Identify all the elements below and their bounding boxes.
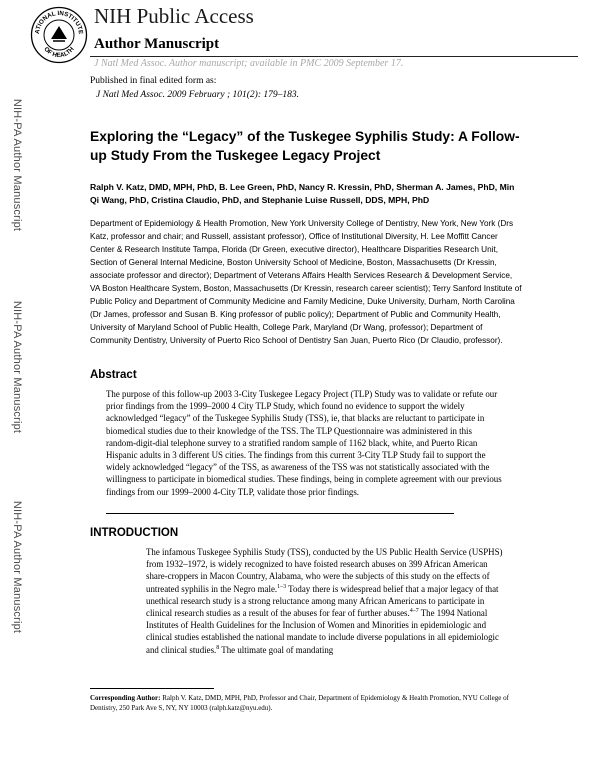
header-title: NIH Public Access xyxy=(94,4,254,28)
reference-superscript[interactable]: 8 xyxy=(216,644,220,651)
corresponding-author-footnote: Corresponding Author: Ralph V. Katz, DMD, MPH, PhD, Professor and Chair, Department of Epidemiology & Health Promotion, NYU College of Dentistry, 250 Park Ave S, NY, NY 10003 (ralph.katz@nyu.edu). xyxy=(90,694,509,712)
journal-citation: J Natl Med Assoc. 2009 February ; 101(2): 179–183. xyxy=(96,90,299,100)
published-note: Published in final edited form as: xyxy=(90,76,217,86)
abstract-text: The purpose of this follow-up 2003 3-City Tuskegee Legacy Project (TLP) Study was to validate or refute our prior findings from the 1999–2000 4 City TLP Study, which found no evidence to support the widely acknowledged “legacy” of the Tuskegee Syphilis Study (TSS), ie, that blacks are reluctant to participate in biomedical studies due to their knowledge of the TSS. The TLP Questionnaire was administered in this random-digit-dial telephone survey to a stratified random sample of 1162 black, white, and Puerto Rican Hispanic adults in 3 different US cities. The findings from this current 3-City TLP Study fail to support the widely acknowledged “legacy” of the TSS, as awareness of the TSS was not statistically associated with the willingness to participate in biomedical studies. These findings, being in complete agreement with our previous findings from our 1999–2000 4-City TLP, validate those prior findings. xyxy=(106,389,502,497)
abstract-divider xyxy=(106,513,454,514)
svg-text:OF HEALTH xyxy=(42,45,75,59)
affiliations: Department of Epidemiology & Health Promotion, New York University College of Dentistry, New York, New York (Drs Katz, professor and chair; and Russell, assistant professor), Office of Institutional Diversity, H. Lee Moffitt Cancer Center & Research Institute Tampa, Florida (Dr Green, executive director), Healthcare Disparities Research Unit, Section of General Internal Medicine, Boston University School of Medicine, Boston, Massachusetts (Dr Kressin, associate professor and director); Department of Veterans Affairs Health Services Research & Development Service, VA Boston Healthcare System, Boston, Massachusetts (Dr Kressin, research career scientist); Terry Sanford Institute of Public Policy and Department of Community Medicine and Family Medicine, Duke University, Durham, North Carolina (Dr James, professor and Susan B. King professor of public policy); Department of Public and Community Health, University of Maryland School of Public Health, College Park, Maryland (Dr Wang, professor); Department of Community Dentistry, University of Puerto Rico School of Dentistry San Juan, Puerto Rico (Dr Claudio, professor). xyxy=(90,219,522,345)
side-label-1: NIH-PA Author Manuscript xyxy=(11,98,23,232)
header-citation: J Natl Med Assoc. Author manuscript; available in PMC 2009 September 17. xyxy=(94,58,404,69)
abstract-heading: Abstract xyxy=(90,369,137,381)
header-subtitle: Author Manuscript xyxy=(94,36,220,52)
seal-text-bottom: OF HEALTH xyxy=(42,45,76,60)
footnote-divider xyxy=(90,688,214,689)
reference-superscript[interactable]: 4–7 xyxy=(409,608,419,615)
introduction-paragraph: The infamous Tuskegee Syphilis Study (TSS), conducted by the US Public Health Service (USPHS) from 1932–1972, is widely recognized to have foisted research abuses on 399 African American share-croppers in Macon Country, Alabama, who were the subjects of this study on the effects of untreated syphilis in the Negro male.$^{1-3}$ Today there is widespread belief that a major legacy of that unethical research study is a strong reluctance among many African Americans to participate in clinical research studies as a result of the abuses for fear of further abuses.$^{4-7}$ The 1994 National Institutes of Health Guidelines for the Inclusion of Women and Minorities in epidemiologic and clinical studies established the national mandate to include diverse populations in all epidemiologic and clinical studies.$^8$ The ultimate goal of mandating xyxy=(146,547,503,655)
article-title: Exploring the “Legacy” of the Tuskegee Syphilis Study: A Follow-up Study From the Tuskegee Legacy Project xyxy=(90,129,520,163)
header-divider xyxy=(90,56,578,57)
nih-seal-logo xyxy=(30,6,88,64)
author-list: Ralph V. Katz, DMD, MPH, PhD, B. Lee Green, PhD, Nancy R. Kressin, PhD, Sherman A. James, PhD, Min Qi Wang, PhD, Cristina Claudio, PhD, and Stephanie Luise Russell, DDS, MPH, PhD xyxy=(90,182,515,205)
reference-superscript[interactable]: 1–3 xyxy=(277,583,287,590)
side-label-3: NIH-PA Author Manuscript xyxy=(11,500,23,634)
introduction-heading: INTRODUCTION xyxy=(90,527,179,539)
nih-seal-icon xyxy=(30,6,88,64)
seal-text-top: ATIONAL INSTITUTE xyxy=(33,9,85,35)
side-label-2: NIH-PA Author Manuscript xyxy=(11,300,23,434)
